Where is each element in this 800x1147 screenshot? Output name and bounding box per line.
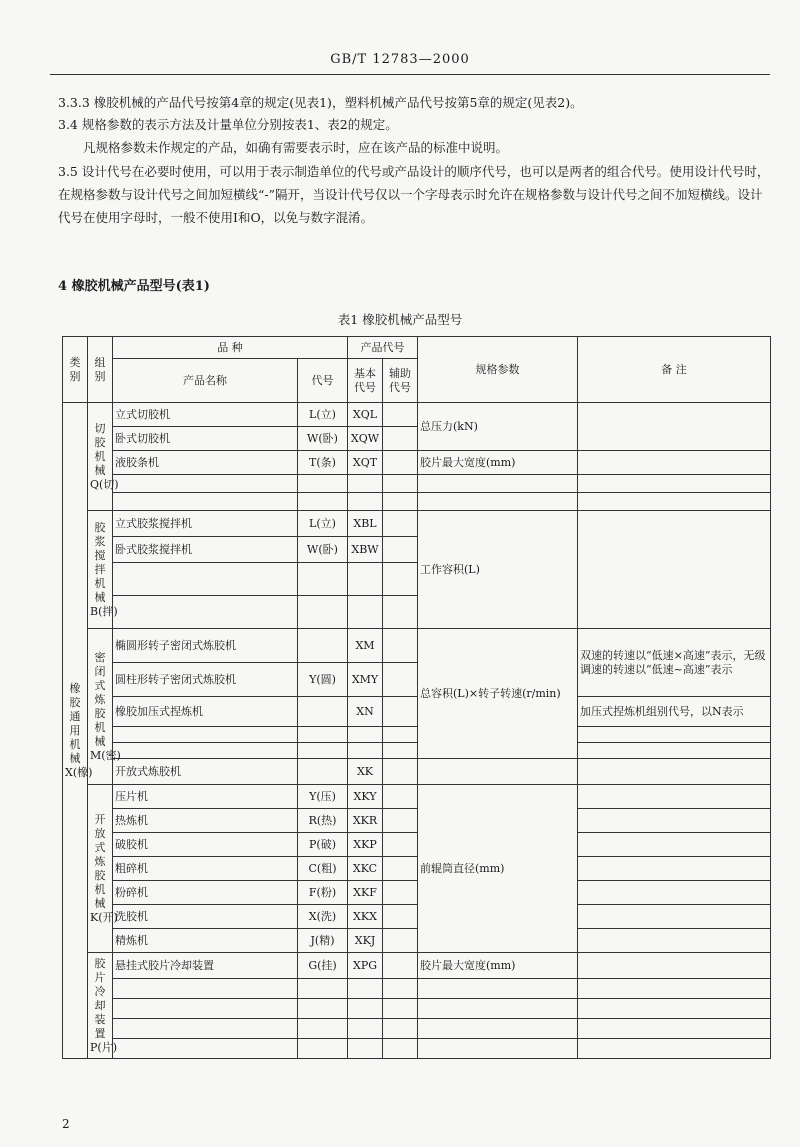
- product-code: Y(压): [298, 785, 348, 809]
- product-code: C(粗): [298, 857, 348, 881]
- aux-code: [383, 881, 418, 905]
- aux-code: [383, 403, 418, 427]
- product-code: L(立): [298, 511, 348, 537]
- remarks: [578, 785, 771, 809]
- product-code: Y(圆): [298, 663, 348, 697]
- spec: [418, 759, 578, 785]
- class-rubber-general: 橡胶通用机械X(橡): [63, 403, 88, 1059]
- basic-code: XKF: [348, 881, 383, 905]
- remarks: 加压式捏炼机组别代号，以N表示: [578, 697, 771, 727]
- spec: 工作容积(L): [418, 511, 578, 629]
- product-name: 热炼机: [113, 809, 298, 833]
- product-name: 精炼机: [113, 929, 298, 953]
- product-name: 立式切胶机: [113, 403, 298, 427]
- basic-code: XQL: [348, 403, 383, 427]
- spec: 总压力(kN): [418, 403, 578, 451]
- aux-code: [383, 537, 418, 563]
- basic-code: XKX: [348, 905, 383, 929]
- product-code-table: [62, 336, 771, 1059]
- product-code: X(洗): [298, 905, 348, 929]
- product-code: R(热): [298, 809, 348, 833]
- header-remarks: 备 注: [578, 337, 771, 403]
- product-code: P(破): [298, 833, 348, 857]
- aux-code: [383, 857, 418, 881]
- aux-code: [383, 905, 418, 929]
- remarks: [578, 451, 771, 475]
- remarks: [578, 929, 771, 953]
- product-name: 粉碎机: [113, 881, 298, 905]
- header-aux: 辅助代号: [383, 359, 418, 403]
- remarks: [578, 833, 771, 857]
- remarks: [578, 881, 771, 905]
- group-sealed: 密闭式炼胶机械M(密): [88, 629, 113, 785]
- product-name: 粗碎机: [113, 857, 298, 881]
- header-basic: 基本代号: [348, 359, 383, 403]
- clause-3-3-3: 3.3.3 橡胶机械的产品代号按第4章的规定(见表1)，塑料机械产品代号按第5章的规定(见表2)。: [58, 95, 583, 110]
- aux-code: [383, 809, 418, 833]
- product-code: [298, 759, 348, 785]
- product-code: W(卧): [298, 537, 348, 563]
- aux-code: [383, 451, 418, 475]
- basic-code: XKR: [348, 809, 383, 833]
- basic-code: XBW: [348, 537, 383, 563]
- basic-code: XK: [348, 759, 383, 785]
- header-group: 组别: [88, 337, 113, 403]
- basic-code: XBL: [348, 511, 383, 537]
- product-name: 卧式胶浆搅拌机: [113, 537, 298, 563]
- product-code: T(条): [298, 451, 348, 475]
- basic-code: XKC: [348, 857, 383, 881]
- basic-code: XQT: [348, 451, 383, 475]
- aux-code: [383, 697, 418, 727]
- product-name: 开放式炼胶机: [113, 759, 298, 785]
- product-name: 悬挂式胶片冷却装置: [113, 953, 298, 979]
- section-4-heading: 4 橡胶机械产品型号(表1): [58, 279, 210, 294]
- header-variety: 品 种: [113, 337, 348, 359]
- basic-code: XQW: [348, 427, 383, 451]
- remarks: [578, 905, 771, 929]
- page-header: GB/T 12783—2000: [330, 52, 470, 67]
- remarks: [578, 857, 771, 881]
- aux-code: [383, 629, 418, 663]
- group-mixing: 胶浆搅拌机械B(拌): [88, 511, 113, 629]
- group-cutting: 切胶机械Q(切): [88, 403, 113, 511]
- aux-code: [383, 929, 418, 953]
- header-code: 代号: [298, 359, 348, 403]
- group-cooling: 胶片冷却装置P(片): [88, 953, 113, 1059]
- product-code: [298, 697, 348, 727]
- clause-3-4: 3.4 规格参数的表示方法及计量单位分别按表1、表2的规定。: [58, 117, 398, 132]
- spec: 总容积(L)×转子转速(r/min): [418, 629, 578, 759]
- product-code: [298, 629, 348, 663]
- table-caption: 表1 橡胶机械产品型号: [337, 312, 463, 327]
- aux-code: [383, 953, 418, 979]
- remarks: [578, 511, 771, 629]
- basic-code: XKJ: [348, 929, 383, 953]
- aux-code: [383, 427, 418, 451]
- remarks: [578, 809, 771, 833]
- aux-code: [383, 663, 418, 697]
- spec: 胶片最大宽度(mm): [418, 953, 578, 979]
- aux-code: [383, 785, 418, 809]
- basic-code: XN: [348, 697, 383, 727]
- product-name: 液胶条机: [113, 451, 298, 475]
- product-name: 破胶机: [113, 833, 298, 857]
- product-name: 立式胶浆搅拌机: [113, 511, 298, 537]
- remarks: [578, 759, 771, 785]
- page-number: 2: [62, 1117, 70, 1131]
- basic-code: XM: [348, 629, 383, 663]
- aux-code: [383, 759, 418, 785]
- product-name: 卧式切胶机: [113, 427, 298, 451]
- remarks: [578, 953, 771, 979]
- product-name: 椭圆形转子密闭式炼胶机: [113, 629, 298, 663]
- clause-3-4-note: 凡规格参数未作规定的产品，如确有需要表示时，应在该产品的标准中说明。: [83, 140, 509, 155]
- remarks: 双速的转速以“低速×高速”表示，无级调速的转速以“低速~高速”表示: [578, 629, 771, 697]
- aux-code: [383, 511, 418, 537]
- spec: 前辊筒直径(mm): [418, 785, 578, 953]
- product-name: 压片机: [113, 785, 298, 809]
- basic-code: XKY: [348, 785, 383, 809]
- header-spec: 规格参数: [418, 337, 578, 403]
- header-rule: [50, 74, 770, 75]
- remarks: [578, 403, 771, 451]
- product-name: 洗胶机: [113, 905, 298, 929]
- header-class: 类别: [63, 337, 88, 403]
- product-code: F(粉): [298, 881, 348, 905]
- group-open: 开放式炼胶机械K(开): [88, 785, 113, 953]
- header-product-code: 产品代号: [348, 337, 418, 359]
- product-code: G(挂): [298, 953, 348, 979]
- spec: 胶片最大宽度(mm): [418, 451, 578, 475]
- header-product-name: 产品名称: [113, 359, 298, 403]
- product-code: J(精): [298, 929, 348, 953]
- product-name: 橡胶加压式捏炼机: [113, 697, 298, 727]
- basic-code: XKP: [348, 833, 383, 857]
- basic-code: XPG: [348, 953, 383, 979]
- product-name: 圆柱形转子密闭式炼胶机: [113, 663, 298, 697]
- aux-code: [383, 833, 418, 857]
- clause-3-5: 3.5 设计代号在必要时使用，可以用于表示制造单位的代号或产品设计的顺序代号，也可以是两者的组合代号。使用设计代号时，在规格参数与设计代号之间加短横线“-”隔开，当设计代号仅以一个字母表示时允许在规格参数与设计代号之间不加短横线。设计代号在使用字母时，一般不使用I和O，以免与数字混淆。: [58, 164, 770, 225]
- product-code: L(立): [298, 403, 348, 427]
- basic-code: XMY: [348, 663, 383, 697]
- product-code: W(卧): [298, 427, 348, 451]
